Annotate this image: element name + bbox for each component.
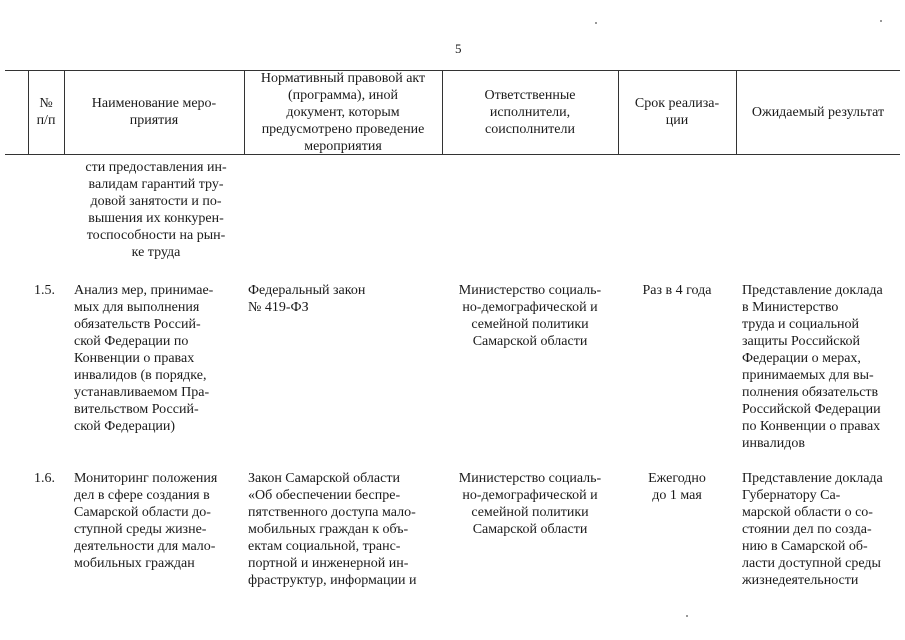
row-number: 1.6. [34,471,55,486]
row-responsible: Министерство социаль- но-демографической и семейной политики Самарской области [458,471,602,537]
row-name: Анализ мер, принимае- мых для выполнения обязательств Россий- ской Федерации по Конвенции о правах инвалидов (в порядке, устанавливаемом Пра- вительством Россий- ской Федерации) [74,283,214,434]
header-act: Нормативный правовой акт (программа), иной документ, которым предусмотрено проведение мероприятия [260,70,426,154]
table-header-bottom-border [5,154,900,155]
header-responsible: Ответственные исполнители, соисполнители [484,87,576,137]
row-result: Представление доклада Губернатору Са- марской области о со- стоянии дел по созда- нию в Самарской об- ласти доступной среды жизнедеятельности [742,471,883,588]
scan-speck [686,615,688,617]
row-name: Мониторинг положения дел в сфере создания в Самарской области до- ступной среды жизне- деятельности для мало- мобильных граждан [74,471,218,571]
header-term: Срок реализа- ции [634,96,720,128]
row-number: 1.5. [34,283,55,298]
scan-speck [880,20,882,22]
row-act: Федеральный закон № 419-ФЗ [248,283,366,315]
continuation-name: сти предоставления ин- валидам гарантий тру- довой занятости и по- вышения их конкурен- тоспособности на рын- ке труда [85,160,227,260]
row-term: Раз в 4 года [642,283,712,298]
row-term: Ежегодно до 1 мая [648,471,706,503]
header-num: № п/п [36,96,56,128]
row-responsible: Министерство социаль- но-демографической и семейной политики Самарской области [458,283,602,349]
header-name: Наименование меро- приятия [91,96,217,128]
page-number: 5 [455,41,462,56]
header-result: Ожидаемый результат [751,104,885,120]
scan-speck [595,22,597,24]
row-result: Представление доклада в Министерство труда и социальной защиты Российской Федерации о мерах, принимаемых для вы- полнения обязательств Российской Федерации по Конвенции о правах инвалидов [742,283,883,451]
row-act: Закон Самарской области «Об обеспечении беспре- пятственного доступа мало- мобильных граждан к объ- ектам социальной, транс- портной и инженерной ин- фраструктур, информации и [248,471,417,588]
